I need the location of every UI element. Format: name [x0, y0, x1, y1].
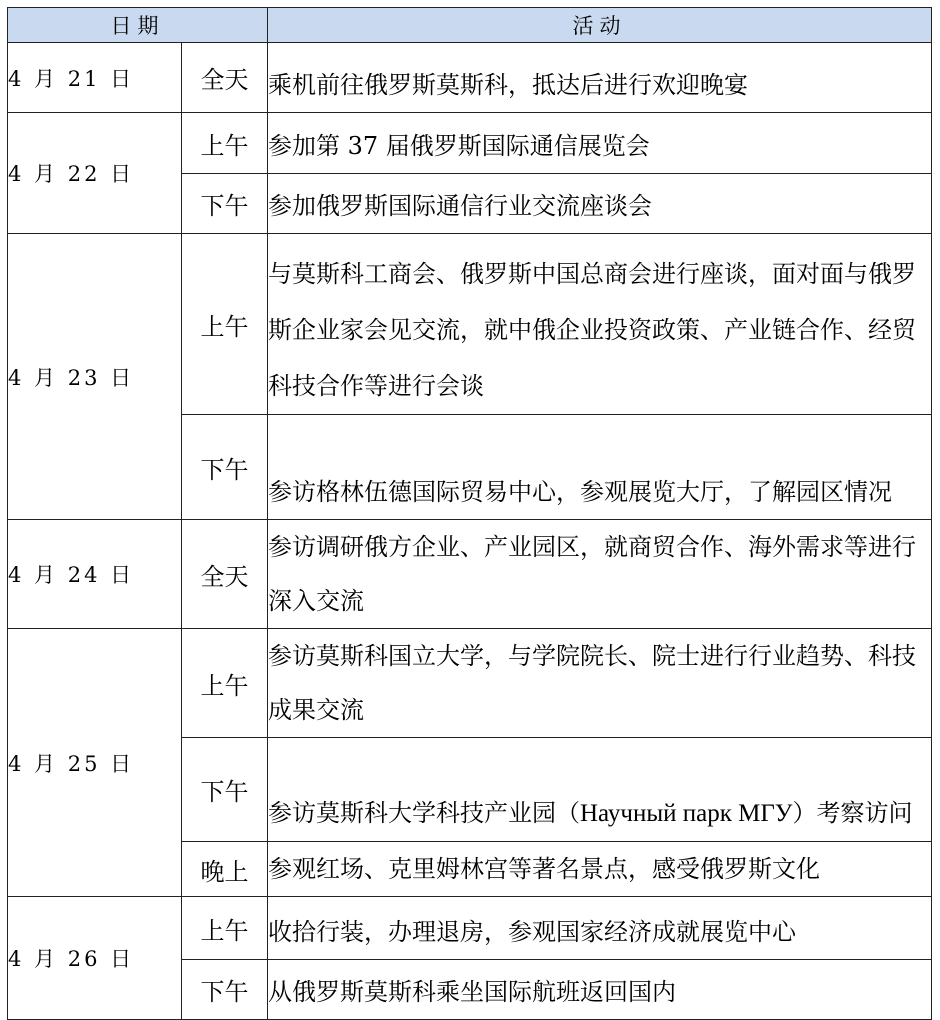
table-row	[8, 629, 932, 738]
period-cell: 晚上	[182, 842, 268, 897]
date-cell: 4 月 23 日	[8, 234, 182, 520]
period-cell: 下午	[182, 415, 268, 520]
period-cell: 上午	[182, 629, 268, 738]
period-cell: 下午	[182, 960, 268, 1020]
activity-cell: 参加第 37 届俄罗斯国际通信展览会	[268, 113, 932, 174]
table-row	[8, 897, 932, 960]
period-cell: 上午	[182, 234, 268, 415]
activity-cell: 参访莫斯科国立大学，与学院院长、院士进行行业趋势、科技成果交流	[268, 629, 932, 738]
activity-cell: 参加俄罗斯国际通信行业交流座谈会	[268, 174, 932, 234]
date-cell: 4 月 21 日	[8, 43, 182, 113]
activity-cell: 与莫斯科工商会、俄罗斯中国总商会进行座谈，面对面与俄罗斯企业家会见交流，就中俄企业投资政策、产业链合作、经贸科技合作等进行会谈	[268, 234, 932, 415]
table-row	[8, 43, 932, 113]
activity-cell: 参观红场、克里姆林宫等著名景点，感受俄罗斯文化	[268, 842, 932, 897]
header-row	[8, 8, 932, 43]
itinerary-table	[7, 7, 932, 1020]
activity-cell: 参访调研俄方企业、产业园区，就商贸合作、海外需求等进行深入交流	[268, 520, 932, 629]
activity-cell: 收拾行装，办理退房，参观国家经济成就展览中心	[268, 897, 932, 960]
activity-cell: 从俄罗斯莫斯科乘坐国际航班返回国内	[268, 960, 932, 1020]
activity-cell: 参访格林伍德国际贸易中心，参观展览大厅，了解园区情况	[268, 415, 932, 520]
period-cell: 下午	[182, 738, 268, 842]
activity-cell	[268, 738, 932, 842]
period-cell: 全天	[182, 520, 268, 629]
date-cell: 4 月 24 日	[8, 520, 182, 629]
activity-text: ）考察访问	[792, 799, 913, 827]
date-cell: 4 月 22 日	[8, 113, 182, 234]
table-row	[8, 520, 932, 629]
activity-column-header: 活动	[268, 8, 932, 43]
table-row	[8, 113, 932, 174]
activity-cell: 乘机前往俄罗斯莫斯科，抵达后进行欢迎晚宴	[268, 43, 932, 113]
activity-text: 参访莫斯科大学科技产业园（	[268, 799, 580, 827]
period-cell: 上午	[182, 897, 268, 960]
period-cell: 下午	[182, 174, 268, 234]
date-cell: 4 月 25 日	[8, 629, 182, 897]
date-column-header: 日期	[8, 8, 268, 43]
period-cell: 全天	[182, 43, 268, 113]
russian-park-name: Научный парк МГУ	[580, 800, 793, 827]
date-cell: 4 月 26 日	[8, 897, 182, 1020]
table-row	[8, 234, 932, 415]
period-cell: 上午	[182, 113, 268, 174]
